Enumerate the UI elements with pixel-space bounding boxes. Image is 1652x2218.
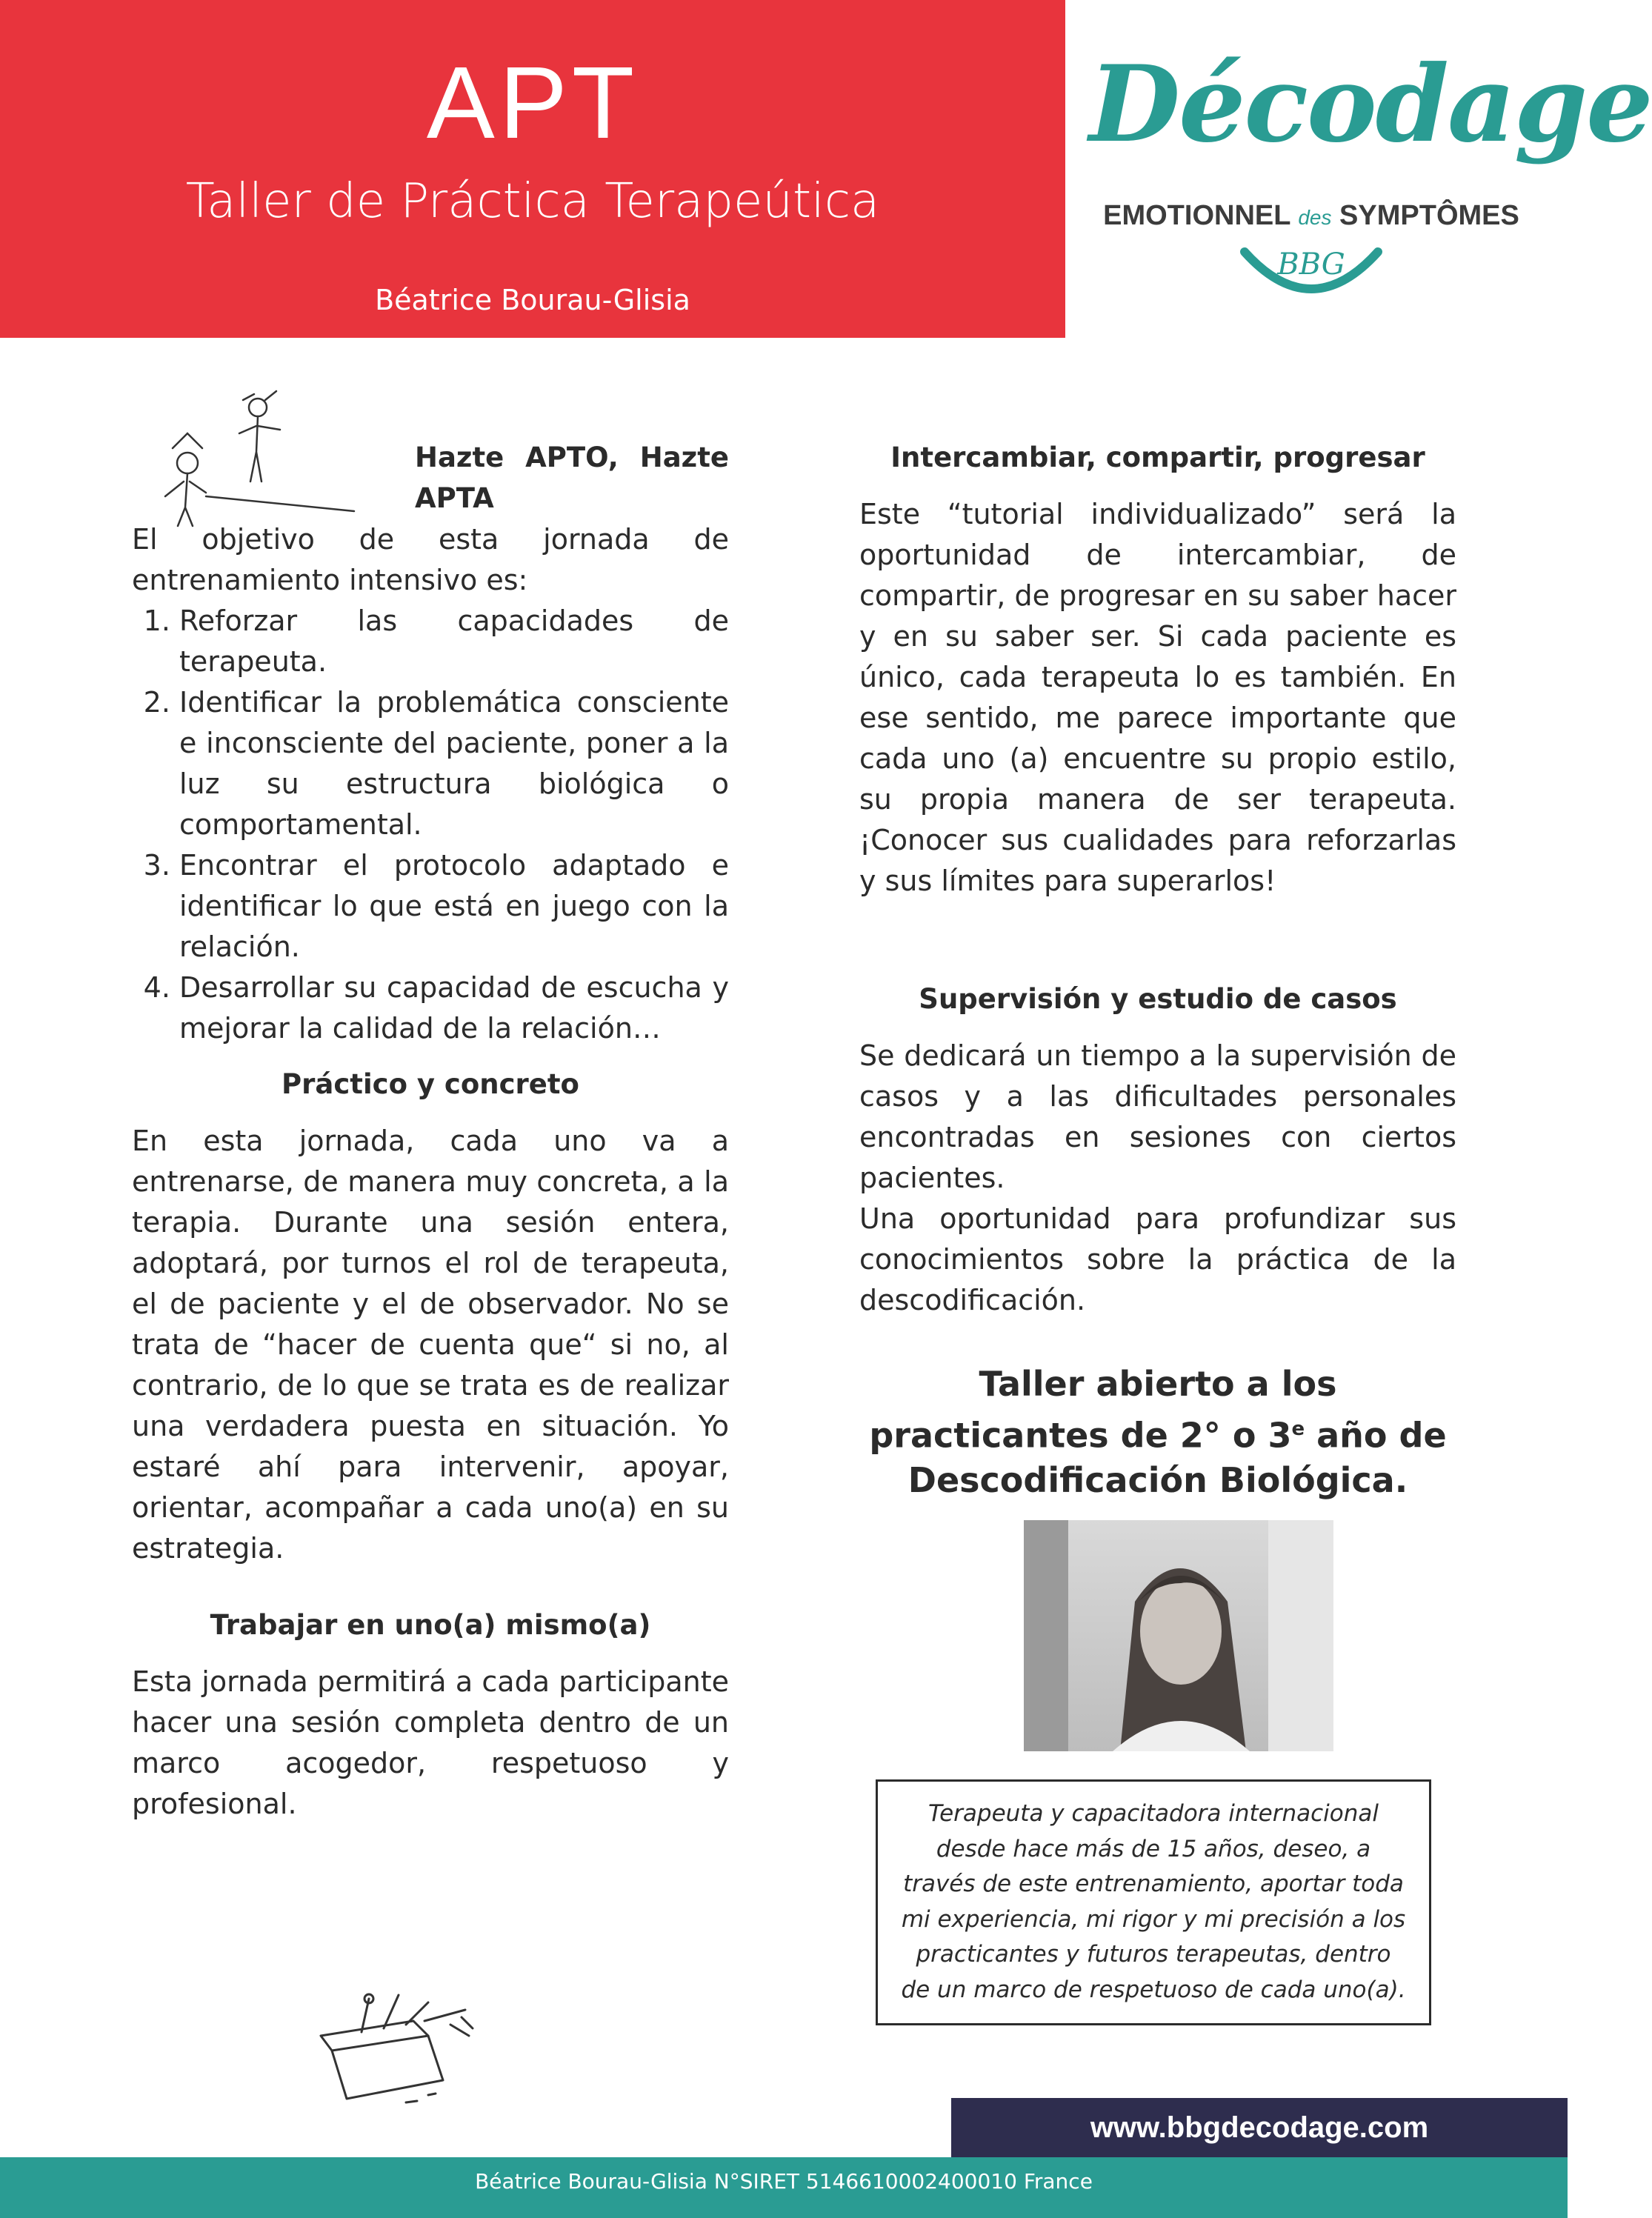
supervision-text: Se dedicará un tiempo a la supervisión de casos y a las dificultades personales encontradas en sesiones con ciertos pacientes.	[859, 1039, 1456, 1194]
practical-heading: Práctico y concreto	[282, 1068, 579, 1100]
header-author: Béatrice Bourau-Glisia	[375, 284, 690, 316]
smile-icon	[1237, 237, 1385, 319]
footer-legal: Béatrice Bourau-Glisia N°SIRET 5146610002400010 France	[0, 2157, 1568, 2218]
open-call-line-1: Taller abierto a los	[979, 1364, 1337, 1404]
logo-tagline	[1089, 202, 1533, 230]
toolbox-illustration	[317, 1991, 480, 2110]
tightrope-dancers-illustration	[132, 378, 354, 533]
page-title: APT	[426, 46, 639, 160]
logo-tagline-part1: EMOTIONNEL	[1103, 200, 1290, 231]
logo-script: Décodage	[1089, 43, 1652, 166]
supervision-text-2: Una oportunidad para profundizar sus conocimientos sobre la práctica de la descodificación.	[859, 1202, 1456, 1316]
portrait-illustration	[1024, 1520, 1333, 1751]
self-heading: Trabajar en uno(a) mismo(a)	[210, 1609, 651, 1641]
page-subtitle: Taller de Práctica Terapeútica	[185, 174, 880, 229]
open-call-line-2	[845, 1407, 1471, 1458]
intro-text: El objetivo de esta jornada de entrenamiento intensivo es:	[132, 523, 729, 596]
open-call-line-2-post: año de	[1305, 1415, 1447, 1456]
portrait-photo	[1024, 1520, 1333, 1751]
open-call-superscript: e	[1291, 1418, 1305, 1440]
self-text: Esta jornada permitirá a cada participante hacer una sesión completa dentro de un marco acogedor, respetuoso y profesional.	[132, 1665, 729, 1820]
open-call-heading	[845, 1362, 1471, 1503]
supervision-heading: Supervisión y estudio de casos	[919, 983, 1397, 1015]
left-column	[132, 437, 729, 1825]
list-item: 2. Identificar la problemática consciente e inconsciente del paciente, poner a la luz su estructura biológica o comportamental.	[179, 682, 729, 845]
header-band	[0, 0, 1065, 338]
open-call-line-3: Descodificación Biológica.	[907, 1460, 1408, 1501]
logo-tagline-part2: SYMPTÔMES	[1339, 200, 1519, 231]
list-item: 3. Encontrar el protocolo adaptado e identificar lo que está en juego con la relación.	[179, 845, 729, 968]
exchange-text: Este “tutorial individualizado” será la oportunidad de intercambiar, de compartir, de progresar en su saber hacer y en su saber ser. Si cada paciente es único, cada terapeuta lo es también. En ese sentido, me parece importante que cada uno (a) encuentre su propio estilo, su propia manera de ser terapeuta. ¡Conocer sus cualidades para reforzarlas y sus límites para superarlos!	[859, 498, 1456, 897]
right-column	[859, 437, 1456, 1321]
open-call-line-2-pre: practicantes de 2° o 3	[869, 1415, 1292, 1456]
website-link[interactable]: www.bbgdecodage.com	[951, 2098, 1568, 2157]
intro-heading: Hazte APTO, Hazte APTA	[415, 442, 729, 514]
objectives-list	[132, 601, 729, 1049]
practical-text: En esta jornada, cada uno va a entrenarse, de manera muy concreta, a la terapia. Durante una sesión entera, adoptará, por turnos el rol de terapeuta, el de paciente y el de observador. No se trata de “hacer de cuenta que“ si no, al contrario, de lo que se trata es de realizar una verdadera puesta en situación. Yo estaré ahí para intervenir, apoyar, orientar, acompañar a cada uno(a) en su estrategia.	[132, 1125, 729, 1565]
list-item: 4. Desarrollar su capacidad de escucha y mejorar la calidad de la relación…	[179, 968, 729, 1049]
exchange-heading: Intercambiar, compartir, progresar	[890, 442, 1425, 473]
brand-logo	[1089, 43, 1652, 319]
intro-heading-block	[132, 437, 729, 519]
logo-tagline-des: des	[1298, 206, 1332, 229]
bio-box: Terapeuta y capacitadora internacional desde hace más de 15 años, deseo, a través de este entrenamiento, aportar toda mi experiencia, mi rigor y mi precisión a los practicantes y futuros terapeutas, dentro de un marco de respetuoso de cada uno(a).	[876, 1779, 1431, 2025]
list-item: 1. Reforzar las capacidades de terapeuta.	[179, 601, 729, 682]
logo-initials: BBG	[1277, 247, 1345, 282]
